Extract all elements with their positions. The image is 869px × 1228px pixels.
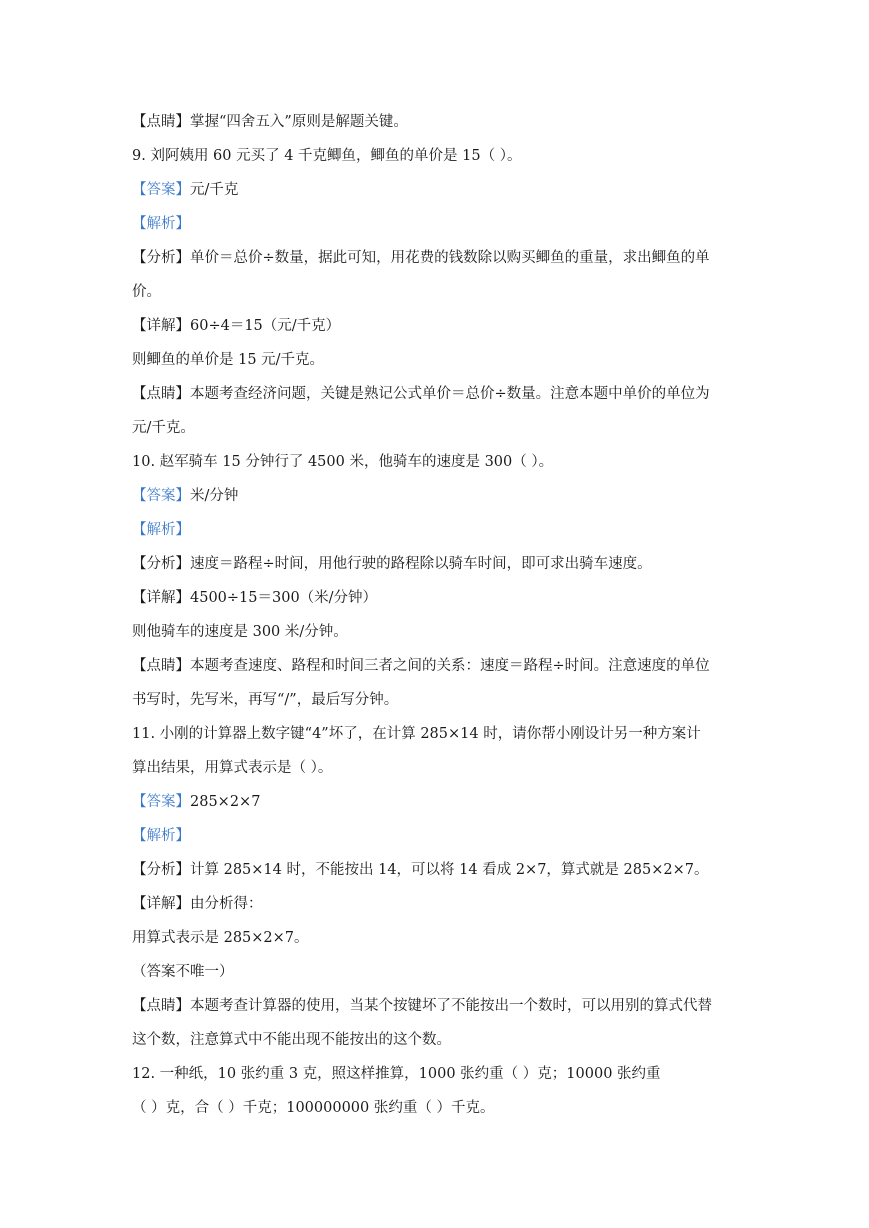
question-12-cont	[132, 1098, 742, 1118]
dianjing-tag: 【点睛】	[132, 998, 190, 1014]
xiangjie-tag: 【详解】	[132, 590, 190, 606]
fenxi-tag: 【分析】	[132, 250, 190, 266]
line-text: 元/千克。	[132, 420, 195, 436]
dianjing-9-cont	[132, 418, 742, 438]
xiangjie-10-cont	[132, 622, 742, 642]
answer-tag: 【答案】	[132, 488, 190, 504]
line-text: 60÷4＝15（元/千克）	[190, 318, 341, 334]
line-text: 本题考查经济问题，关键是熟记公式单价＝总价÷数量。注意本题中单价的单位为	[190, 386, 710, 402]
xiangjie-11-note	[132, 962, 742, 982]
line-text: 9. 刘阿姨用 60 元买了 4 千克鲫鱼，鲫鱼的单价是 15（ ）。	[132, 148, 522, 164]
answer-tag: 【答案】	[132, 794, 190, 810]
question-11	[132, 724, 742, 744]
answer-tag: 【答案】	[132, 182, 190, 198]
analysis-heading-11	[132, 826, 742, 846]
fenxi-10	[132, 554, 742, 574]
xiangjie-9-cont	[132, 350, 742, 370]
fenxi-11	[132, 860, 742, 880]
line-text: 12. 一种纸，10 张约重 3 克，照这样推算，1000 张约重（ ）克；10000 张约重	[132, 1066, 661, 1082]
analysis-heading-10	[132, 520, 742, 540]
line-text: 米/分钟	[190, 488, 239, 504]
line-text: 元/千克	[190, 182, 239, 198]
dianjing-9	[132, 384, 742, 404]
fenxi-tag: 【分析】	[132, 862, 190, 878]
answer-11	[132, 792, 742, 812]
line-1	[132, 112, 742, 132]
xiangjie-tag: 【详解】	[132, 318, 190, 334]
line-text: （ ）克，合（ ）千克；100000000 张约重（ ）千克。	[132, 1100, 495, 1116]
line-text: 则他骑车的速度是 300 米/分钟。	[132, 624, 348, 640]
answer-10	[132, 486, 742, 506]
xiangjie-11-cont	[132, 928, 742, 948]
line-text: 价。	[132, 284, 161, 300]
line-text: 速度＝路程÷时间，用他行驶的路程除以骑车时间，即可求出骑车速度。	[190, 556, 652, 572]
xiangjie-11	[132, 894, 742, 914]
line-text: 计算 285×14 时，不能按出 14，可以将 14 看成 2×7，算式就是 285×2×7。	[190, 862, 709, 878]
line-text: 用算式表示是 285×2×7。	[132, 930, 309, 946]
jiexi-tag: 【解析】	[132, 828, 190, 844]
fenxi-9-cont	[132, 282, 742, 302]
dianjing-tag: 【点睛】	[132, 386, 190, 402]
question-10	[132, 452, 742, 472]
line-text: 掌握“四舍五入”原则是解题关键。	[190, 114, 408, 130]
line-text: 书写时，先写米，再写“/”，最后写分钟。	[132, 692, 399, 708]
line-text: 则鲫鱼的单价是 15 元/千克。	[132, 352, 325, 368]
line-text: 算出结果，用算式表示是（ ）。	[132, 760, 333, 776]
xiangjie-9	[132, 316, 742, 336]
jiexi-tag: 【解析】	[132, 522, 190, 538]
xiangjie-10	[132, 588, 742, 608]
line-text: 4500÷15＝300（米/分钟）	[190, 590, 378, 606]
answer-9	[132, 180, 742, 200]
dianjing-tag: 【点睛】	[132, 114, 190, 130]
question-9	[132, 146, 742, 166]
line-text: 10. 赵军骑车 15 分钟行了 4500 米，他骑车的速度是 300（ ）。	[132, 454, 554, 470]
xiangjie-tag: 【详解】	[132, 896, 190, 912]
dianjing-10-cont	[132, 690, 742, 710]
analysis-heading-9	[132, 214, 742, 234]
dianjing-11-cont	[132, 1030, 742, 1050]
fenxi-9	[132, 248, 742, 268]
line-text: 本题考查速度、路程和时间三者之间的关系：速度＝路程÷时间。注意速度的单位	[190, 658, 710, 674]
line-text: （答案不唯一）	[132, 964, 234, 980]
line-text: 11. 小刚的计算器上数字键“4”坏了，在计算 285×14 时，请你帮小刚设计另一种方案计	[132, 726, 701, 742]
line-text: 由分析得：	[190, 896, 263, 912]
question-11-cont	[132, 758, 742, 778]
fenxi-tag: 【分析】	[132, 556, 190, 572]
line-text: 这个数，注意算式中不能出现不能按出的这个数。	[132, 1032, 451, 1048]
dianjing-11	[132, 996, 742, 1016]
line-text: 本题考查计算器的使用，当某个按键坏了不能按出一个数时，可以用别的算式代替	[190, 998, 712, 1014]
dianjing-10	[132, 656, 742, 676]
dianjing-tag: 【点睛】	[132, 658, 190, 674]
line-text: 单价＝总价÷数量，据此可知，用花费的钱数除以购买鲫鱼的重量，求出鲫鱼的单	[190, 250, 710, 266]
question-12	[132, 1064, 742, 1084]
line-text: 285×2×7	[190, 794, 261, 810]
jiexi-tag: 【解析】	[132, 216, 190, 232]
